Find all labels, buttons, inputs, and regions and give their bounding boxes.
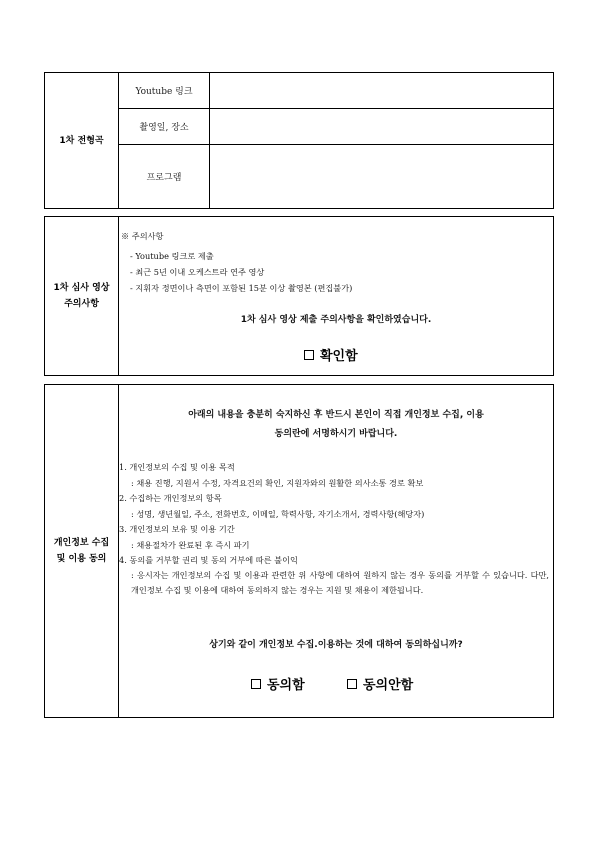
checkbox-icon	[251, 679, 261, 689]
notice-item: - 지휘자 정면이나 측면이 포함된 15분 이상 촬영본 (편집불가)	[130, 283, 353, 293]
program-table	[44, 72, 554, 209]
video-notice-header: 1차 심사 영상 주의사항	[53, 283, 110, 309]
consent-item-title: 3. 개인정보의 보유 및 이용 기간	[119, 524, 235, 534]
checkbox-icon	[304, 350, 314, 360]
confirm-checkbox-label: 확인함	[320, 349, 358, 364]
consent-item-detail: : 채용 진행, 지원서 수정, 자격요건의 확인, 지원자와의 원활한 의사소통 경로 확보	[131, 478, 424, 488]
agree-checkbox-label: 동의함	[267, 678, 305, 693]
consent-item-title: 4. 동의를 거부할 권리 및 동의 거부에 따른 불이익	[119, 555, 298, 565]
disagree-checkbox-label: 동의안함	[363, 678, 414, 693]
consent-item-detail: : 채용절차가 완료된 후 즉시 파기	[131, 540, 250, 550]
privacy-consent-header: 개인정보 수집 및 이용 동의	[53, 538, 110, 564]
consent-question: 상기와 같이 개인정보 수집.이용하는 것에 대하여 동의하십니까?	[209, 640, 463, 650]
agree-checkbox[interactable]	[251, 674, 305, 693]
program-label: 프로그램	[146, 173, 182, 183]
consent-intro-line: 동의란에 서명하시기 바랍니다.	[274, 429, 398, 439]
consent-item-title: 1. 개인정보의 수집 및 이용 목적	[119, 462, 235, 472]
consent-intro-line: 아래의 내용을 충분히 숙지하신 후 반드시 본인이 직접 개인정보 수집, 이용	[188, 410, 484, 420]
date-place-label: 촬영일, 장소	[139, 123, 189, 133]
consent-item-detail: : 성명, 생년월일, 주소, 전화번호, 이메일, 학력사항, 자기소개서, 경력사항(해당자)	[131, 509, 425, 519]
date-place-field[interactable]	[210, 109, 553, 144]
checkbox-icon	[347, 679, 357, 689]
notice-item: - 최근 5년 이내 오케스트라 연주 영상	[130, 267, 265, 277]
youtube-link-label: Youtube 링크	[135, 87, 193, 97]
confirm-statement: 1차 심사 영상 제출 주의사항을 확인하였습니다.	[240, 315, 432, 325]
notice-item: - Youtube 링크로 제출	[130, 251, 214, 261]
consent-item-detail: : 응시자는 개인정보의 수집 및 이용과 관련한 위 사항에 대하여 원하지 않는 경우 동의를 거부할 수 있습니다. 다만, 개인정보 수집 및 이용에 대하여 동의하지 않는 경우는 지원 및 채용이 제한됩니다.	[131, 570, 549, 595]
notice-title: ※ 주의사항	[121, 231, 164, 241]
confirm-checkbox[interactable]	[304, 345, 358, 364]
consent-item-title: 2. 수집하는 개인정보의 항목	[119, 493, 222, 503]
program-field[interactable]	[210, 145, 553, 208]
privacy-consent-table	[44, 384, 554, 718]
program-table-header-text: 1차 전형곡	[59, 135, 104, 146]
video-notice-table	[44, 216, 554, 376]
disagree-checkbox[interactable]	[347, 674, 413, 693]
program-table-header	[45, 73, 118, 208]
youtube-link-field[interactable]	[210, 73, 553, 108]
